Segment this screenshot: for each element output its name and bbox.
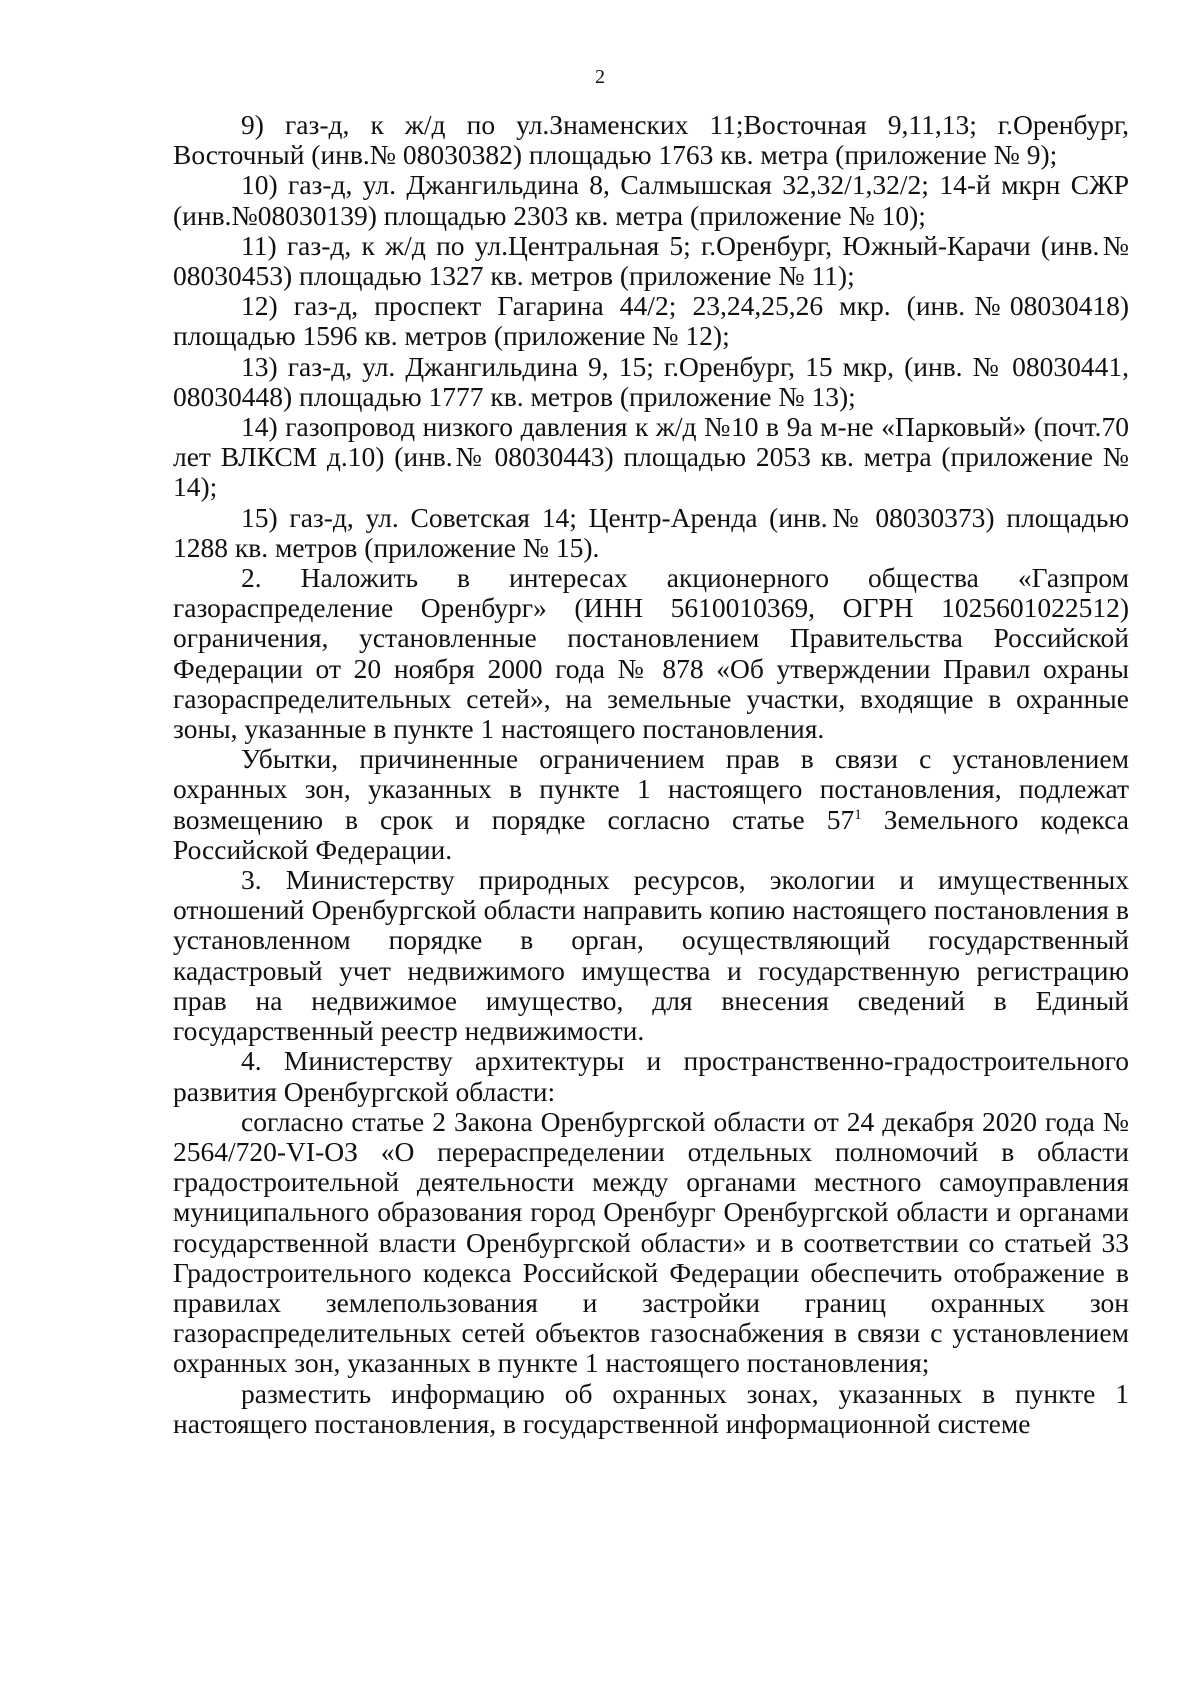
paragraph-clause-4: 4. Министерству архитектуры и пространственно-градостроительного развития Оренбургской области: <box>173 1045 1129 1107</box>
paragraph-item-15: 15) газ-д, ул. Советская 14; Центр-Аренда (инв.№ 08030373) площадью 1288 кв. метров (приложение № 15). <box>173 501 1129 563</box>
paragraph-clause-2: 2. Наложить в интересах акционерного общества «Газпром газораспределение Оренбург» (ИНН 5610010369, ОГРН 1025601022512) ограничения, установленные постановлением Правительства Российской Федерации от 20 ноября 2000 года № 878 «Об утверждении Правил охраны газораспределительных сетей», на земельные участки, входящие в охранные зоны, указанные в пункте 1 настоящего постановления. <box>173 562 1129 745</box>
article-superscript: 1 <box>854 806 862 823</box>
document-body <box>173 110 1129 1439</box>
losses-text: Убытки, причиненные ограничением прав в связи с установлением охранных зон, указанных в пункте 1 настоящего постановления, подлежат возмещению в срок и порядке согласно статье 57 <box>173 743 1129 835</box>
losses-text-end: Земельного кодекса Российской Федерации. <box>173 803 1129 865</box>
paragraph-losses <box>173 744 1129 865</box>
paragraph-item-9: 9) газ-д, к ж/д по ул.Знаменских 11;Восточная 9,11,13; г.Оренбург, Восточный (инв.№ 08030382) площадью 1763 кв. метра (приложение № 9); <box>173 109 1129 171</box>
paragraph-clause-4-item-2: разместить информацию об охранных зонах, указанных в пункте 1 настоящего постановления, в государственной информационной системе <box>173 1377 1129 1439</box>
paragraph-item-10: 10) газ-д, ул. Джангильдина 8, Салмышская 32,32/1,32/2; 14-й мкрн СЖР (инв.№08030139) площадью 2303 кв. метра (приложение № 10); <box>173 169 1129 231</box>
paragraph-item-11: 11) газ-д, к ж/д по ул.Центральная 5; г.Оренбург, Южный-Карачи (инв.№ 08030453) площадью 1327 кв. метров (приложение № 11); <box>173 229 1129 292</box>
paragraph-item-13: 13) газ-д, ул. Джангильдина 9, 15; г.Оренбург, 15 мкр, (инв. № 08030441, 08030448) площадью 1777 кв. метров (приложение № 13); <box>173 350 1129 412</box>
page-number: 2 <box>595 66 605 88</box>
paragraph-clause-3: 3. Министерству природных ресурсов, экологии и имущественных отношений Оренбургской области направить копию настоящего постановления в установленном порядке в орган, осуществляющий государственный кадастровый учет недвижимого имущества и государственную регистрацию прав на недвижимое имущество, для внесения сведений в Единый государственный реестр недвижимости. <box>173 864 1129 1047</box>
paragraph-clause-4-item-1: согласно статье 2 Закона Оренбургской области от 24 декабря 2020 года № 2564/720-VI-ОЗ «О перераспределении отдельных полномочий в области градостроительной деятельности между органами местного самоуправления муниципального образования город Оренбург Оренбургской области и органами государственной власти Оренбургской области» и в соответствии со статьей 33 Градостроительного кодекса Российской Федерации обеспечить отображение в правилах землепользования и застройки границ охранных зон газораспределительных сетей объектов газоснабжения в связи с установлением охранных зон, указанных в пункте 1 настоящего постановления; <box>173 1105 1129 1379</box>
paragraph-item-12: 12) газ-д, проспект Гагарина 44/2; 23,24,25,26 мкр. (инв.№08030418) площадью 1596 кв. метров (приложение № 12); <box>173 290 1129 352</box>
paragraph-item-14: 14) газопровод низкого давления к ж/д №10 в 9а м-не «Парковый» (почт.70 лет ВЛКСМ д.10) (инв.№ 08030443) площадью 2053 кв. метра (приложение № 14); <box>173 411 1129 503</box>
